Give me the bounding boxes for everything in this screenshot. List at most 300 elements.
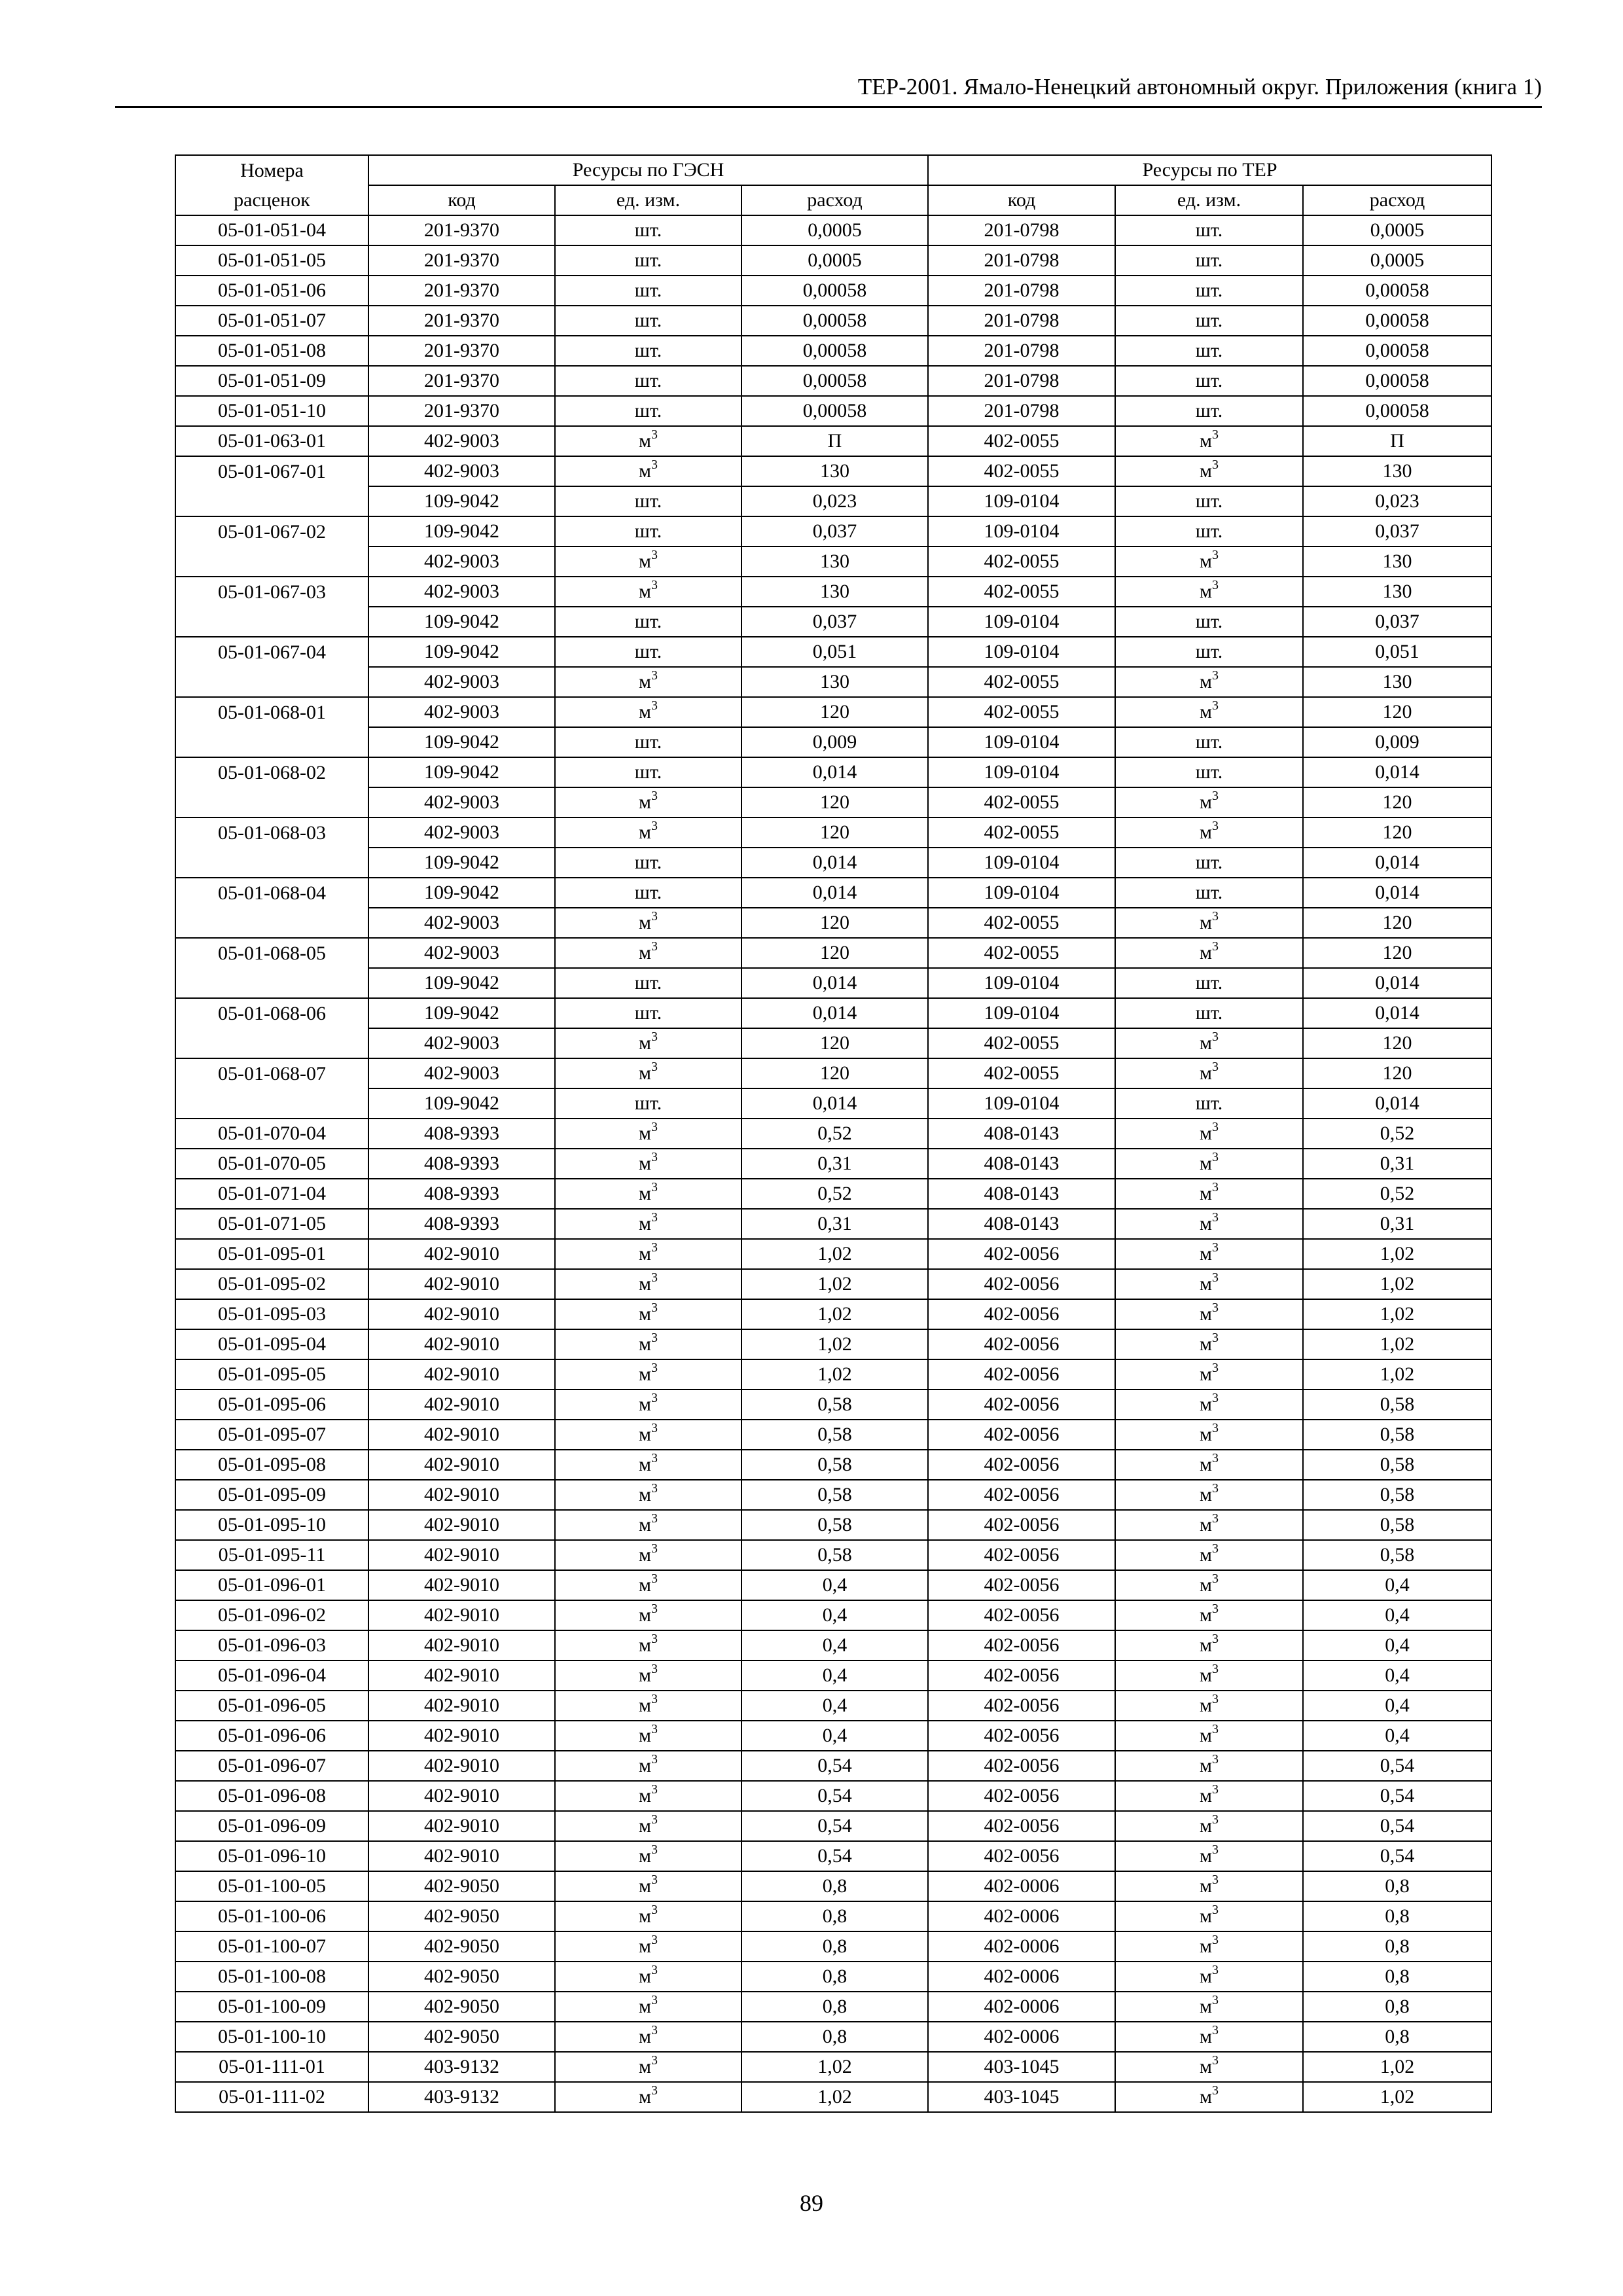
gesn-consumption: 0,8 (741, 1962, 928, 1992)
table-row (175, 1480, 1491, 1510)
header-numbers-2: расценок (175, 185, 368, 215)
ter-code: 109-0104 (928, 486, 1115, 516)
rate-number: 05-01-051-07 (175, 306, 368, 336)
ter-consumption: 0,4 (1303, 1691, 1491, 1721)
gesn-consumption: 0,8 (741, 1871, 928, 1901)
gesn-consumption: 0,54 (741, 1811, 928, 1841)
rate-number: 05-01-096-01 (175, 1570, 368, 1600)
ter-unit: шт. (1115, 245, 1303, 276)
ter-code: 402-0056 (928, 1630, 1115, 1660)
gesn-code: 109-9042 (368, 848, 555, 878)
ter-consumption: 120 (1303, 1058, 1491, 1088)
gesn-code: 402-9003 (368, 908, 555, 938)
ter-consumption: 0,00058 (1303, 366, 1491, 396)
gesn-unit: $м^3$ (555, 1901, 741, 1931)
ter-unit: $м^3$ (1115, 1209, 1303, 1239)
gesn-unit: $м^3$ (555, 697, 741, 727)
gesn-consumption: 120 (741, 1028, 928, 1058)
rate-number: 05-01-095-01 (175, 1239, 368, 1269)
gesn-consumption: 0,051 (741, 637, 928, 667)
gesn-consumption: 1,02 (741, 1299, 928, 1329)
table-row (175, 998, 1491, 1028)
table-row (175, 276, 1491, 306)
ter-unit: $м^3$ (1115, 1359, 1303, 1390)
ter-unit: $м^3$ (1115, 1480, 1303, 1510)
gesn-consumption: 0,037 (741, 516, 928, 547)
rate-number: 05-01-067-01 (175, 456, 368, 486)
ter-code: 402-0056 (928, 1540, 1115, 1570)
gesn-unit: $м^3$ (555, 1480, 741, 1510)
table-row (175, 1781, 1491, 1811)
gesn-consumption: 0,4 (741, 1570, 928, 1600)
ter-code: 109-0104 (928, 637, 1115, 667)
gesn-code: 402-9010 (368, 1239, 555, 1269)
ter-consumption: 0,4 (1303, 1630, 1491, 1660)
gesn-unit: шт. (555, 396, 741, 426)
gesn-code: 402-9010 (368, 1691, 555, 1721)
ter-code: 402-0006 (928, 1962, 1115, 1992)
ter-consumption: 0,014 (1303, 968, 1491, 998)
gesn-code: 402-9010 (368, 1660, 555, 1691)
table-header-row-1 (175, 155, 1491, 185)
table-row (175, 336, 1491, 366)
ter-unit: $м^3$ (1115, 938, 1303, 968)
ter-consumption: 1,02 (1303, 1269, 1491, 1299)
gesn-code: 408-9393 (368, 1209, 555, 1239)
gesn-code: 402-9010 (368, 1420, 555, 1450)
gesn-unit: шт. (555, 336, 741, 366)
gesn-unit: $м^3$ (555, 908, 741, 938)
ter-code: 402-0056 (928, 1841, 1115, 1871)
gesn-unit: $м^3$ (555, 1269, 741, 1299)
rate-number (175, 968, 368, 998)
ter-consumption: 0,8 (1303, 1931, 1491, 1962)
ter-code: 408-0143 (928, 1179, 1115, 1209)
gesn-consumption: 120 (741, 908, 928, 938)
ter-code: 402-0056 (928, 1269, 1115, 1299)
gesn-code: 402-9010 (368, 1630, 555, 1660)
table-row (175, 1088, 1491, 1119)
gesn-unit: $м^3$ (555, 1691, 741, 1721)
gesn-unit: $м^3$ (555, 1721, 741, 1751)
gesn-code: 109-9042 (368, 1088, 555, 1119)
table-row (175, 1119, 1491, 1149)
rate-number (175, 667, 368, 697)
table-row (175, 1901, 1491, 1931)
table-row (175, 306, 1491, 336)
rate-number (175, 727, 368, 757)
ter-code: 402-0056 (928, 1420, 1115, 1450)
ter-consumption: 0,037 (1303, 516, 1491, 547)
ter-consumption: 0,014 (1303, 878, 1491, 908)
ter-unit: $м^3$ (1115, 1781, 1303, 1811)
gesn-consumption: 1,02 (741, 1239, 928, 1269)
table-row (175, 697, 1491, 727)
ter-code: 408-0143 (928, 1119, 1115, 1149)
rate-number: 05-01-051-06 (175, 276, 368, 306)
table-row (175, 667, 1491, 697)
table-row (175, 426, 1491, 456)
ter-code: 402-0056 (928, 1450, 1115, 1480)
rate-number: 05-01-068-04 (175, 878, 368, 908)
gesn-consumption: 120 (741, 1058, 928, 1088)
gesn-consumption: 0,014 (741, 878, 928, 908)
rate-number: 05-01-100-10 (175, 2022, 368, 2052)
ter-consumption: 0,0005 (1303, 215, 1491, 245)
gesn-unit: $м^3$ (555, 1811, 741, 1841)
ter-code: 402-0056 (928, 1600, 1115, 1630)
gesn-unit: $м^3$ (555, 1420, 741, 1450)
gesn-code: 408-9393 (368, 1149, 555, 1179)
gesn-code: 402-9003 (368, 667, 555, 697)
ter-code: 402-0056 (928, 1390, 1115, 1420)
ter-consumption: 0,58 (1303, 1480, 1491, 1510)
table-row (175, 607, 1491, 637)
rate-number: 05-01-095-03 (175, 1299, 368, 1329)
gesn-consumption: 0,58 (741, 1420, 928, 1450)
rate-number: 05-01-068-02 (175, 757, 368, 787)
gesn-unit: $м^3$ (555, 1781, 741, 1811)
gesn-code: 402-9003 (368, 787, 555, 817)
ter-consumption: 1,02 (1303, 1359, 1491, 1390)
ter-consumption: 120 (1303, 697, 1491, 727)
rate-number: 05-01-100-07 (175, 1931, 368, 1962)
gesn-unit: шт. (555, 215, 741, 245)
ter-consumption: 0,4 (1303, 1721, 1491, 1751)
ter-consumption: 0,8 (1303, 2022, 1491, 2052)
gesn-code: 201-9370 (368, 245, 555, 276)
gesn-consumption: 0,8 (741, 1992, 928, 2022)
gesn-unit: $м^3$ (555, 1660, 741, 1691)
header-gesn-consumption: расход (741, 185, 928, 215)
ter-consumption: 0,014 (1303, 1088, 1491, 1119)
gesn-unit: $м^3$ (555, 817, 741, 848)
gesn-code: 109-9042 (368, 757, 555, 787)
table-row (175, 1239, 1491, 1269)
gesn-consumption: 0,8 (741, 1931, 928, 1962)
table-row (175, 1660, 1491, 1691)
ter-unit: шт. (1115, 276, 1303, 306)
ter-consumption: 1,02 (1303, 1239, 1491, 1269)
gesn-unit: шт. (555, 245, 741, 276)
table-row (175, 245, 1491, 276)
table-row (175, 1390, 1491, 1420)
ter-code: 402-0055 (928, 697, 1115, 727)
gesn-unit: $м^3$ (555, 667, 741, 697)
table-row (175, 968, 1491, 998)
table-row (175, 1600, 1491, 1630)
gesn-code: 109-9042 (368, 878, 555, 908)
gesn-code: 402-9010 (368, 1480, 555, 1510)
ter-unit: шт. (1115, 486, 1303, 516)
ter-code: 402-0056 (928, 1299, 1115, 1329)
ter-code: 402-0056 (928, 1781, 1115, 1811)
ter-unit: $м^3$ (1115, 2022, 1303, 2052)
ter-unit: $м^3$ (1115, 426, 1303, 456)
ter-code: 109-0104 (928, 848, 1115, 878)
rate-number (175, 607, 368, 637)
gesn-code: 402-9010 (368, 1721, 555, 1751)
gesn-unit: $м^3$ (555, 1600, 741, 1630)
page-number: 89 (800, 2190, 823, 2216)
ter-unit: $м^3$ (1115, 1901, 1303, 1931)
ter-consumption: 0,00058 (1303, 306, 1491, 336)
ter-code: 109-0104 (928, 727, 1115, 757)
ter-consumption: 0,014 (1303, 998, 1491, 1028)
table-row (175, 637, 1491, 667)
gesn-consumption: 0,31 (741, 1209, 928, 1239)
gesn-unit: $м^3$ (555, 1299, 741, 1329)
gesn-unit: шт. (555, 998, 741, 1028)
gesn-consumption: 0,52 (741, 1179, 928, 1209)
gesn-consumption: 0,014 (741, 1088, 928, 1119)
rate-number: 05-01-095-07 (175, 1420, 368, 1450)
gesn-consumption: 0,023 (741, 486, 928, 516)
ter-code: 402-0006 (928, 1871, 1115, 1901)
ter-code: 402-0006 (928, 2022, 1115, 2052)
ter-consumption: 0,31 (1303, 1149, 1491, 1179)
gesn-code: 201-9370 (368, 215, 555, 245)
rate-number: 05-01-051-08 (175, 336, 368, 366)
rate-number: 05-01-068-01 (175, 697, 368, 727)
gesn-code: 402-9010 (368, 1359, 555, 1390)
table-row (175, 1751, 1491, 1781)
ter-code: 403-1045 (928, 2052, 1115, 2082)
rate-number: 05-01-068-05 (175, 938, 368, 968)
table-row (175, 2082, 1491, 2112)
header-ter-consumption: расход (1303, 185, 1491, 215)
ter-code: 201-0798 (928, 276, 1115, 306)
gesn-code: 109-9042 (368, 637, 555, 667)
ter-code: 402-0055 (928, 938, 1115, 968)
gesn-code: 109-9042 (368, 486, 555, 516)
table-row (175, 1299, 1491, 1329)
ter-code: 109-0104 (928, 878, 1115, 908)
ter-consumption: 0,00058 (1303, 336, 1491, 366)
gesn-code: 402-9050 (368, 1992, 555, 2022)
table-row (175, 1630, 1491, 1660)
gesn-unit: $м^3$ (555, 1028, 741, 1058)
ter-unit: шт. (1115, 968, 1303, 998)
ter-consumption: 0,014 (1303, 848, 1491, 878)
table-row (175, 848, 1491, 878)
ter-unit: шт. (1115, 516, 1303, 547)
gesn-code: 402-9010 (368, 1751, 555, 1781)
rate-number: 05-01-068-03 (175, 817, 368, 848)
ter-code: 201-0798 (928, 306, 1115, 336)
ter-unit: $м^3$ (1115, 1179, 1303, 1209)
page-header (115, 71, 1542, 108)
rate-number: 05-01-070-04 (175, 1119, 368, 1149)
ter-consumption: 120 (1303, 787, 1491, 817)
rate-number: 05-01-096-06 (175, 1721, 368, 1751)
gesn-unit: шт. (555, 727, 741, 757)
ter-unit: $м^3$ (1115, 1390, 1303, 1420)
gesn-unit: шт. (555, 1088, 741, 1119)
ter-unit: шт. (1115, 848, 1303, 878)
ter-code: 402-0056 (928, 1480, 1115, 1510)
ter-code: 408-0143 (928, 1209, 1115, 1239)
ter-code: 402-0055 (928, 456, 1115, 486)
rate-number (175, 1028, 368, 1058)
ter-code: 402-0055 (928, 1058, 1115, 1088)
gesn-code: 109-9042 (368, 968, 555, 998)
gesn-consumption: 0,31 (741, 1149, 928, 1179)
ter-unit: $м^3$ (1115, 1028, 1303, 1058)
gesn-code: 201-9370 (368, 396, 555, 426)
gesn-code: 402-9003 (368, 577, 555, 607)
gesn-unit: $м^3$ (555, 577, 741, 607)
gesn-unit: $м^3$ (555, 1450, 741, 1480)
table-row (175, 757, 1491, 787)
gesn-code: 201-9370 (368, 366, 555, 396)
rate-number: 05-01-051-05 (175, 245, 368, 276)
ter-unit: шт. (1115, 757, 1303, 787)
gesn-code: 402-9050 (368, 1931, 555, 1962)
gesn-consumption: 0,009 (741, 727, 928, 757)
gesn-unit: $м^3$ (555, 1630, 741, 1660)
gesn-code: 402-9003 (368, 547, 555, 577)
gesn-unit: $м^3$ (555, 1751, 741, 1781)
ter-code: 402-0006 (928, 1992, 1115, 2022)
ter-unit: $м^3$ (1115, 1600, 1303, 1630)
gesn-code: 402-9003 (368, 817, 555, 848)
ter-consumption: 0,8 (1303, 1992, 1491, 2022)
rate-number: 05-01-067-03 (175, 577, 368, 607)
gesn-code: 402-9010 (368, 1329, 555, 1359)
ter-consumption: 0,31 (1303, 1209, 1491, 1239)
gesn-consumption: 1,02 (741, 2052, 928, 2082)
ter-unit: $м^3$ (1115, 1119, 1303, 1149)
rate-number (175, 848, 368, 878)
rate-number (175, 787, 368, 817)
table-row (175, 1420, 1491, 1450)
gesn-consumption: 0,0005 (741, 215, 928, 245)
ter-unit: $м^3$ (1115, 1811, 1303, 1841)
table-row (175, 1329, 1491, 1359)
ter-code: 402-0055 (928, 908, 1115, 938)
ter-unit: $м^3$ (1115, 697, 1303, 727)
ter-unit: шт. (1115, 396, 1303, 426)
header-gesn: Ресурсы по ГЭСН (368, 155, 928, 185)
gesn-code: 402-9003 (368, 697, 555, 727)
ter-unit: $м^3$ (1115, 1058, 1303, 1088)
ter-consumption: 0,54 (1303, 1811, 1491, 1841)
ter-consumption: 0,00058 (1303, 396, 1491, 426)
ter-code: 402-0056 (928, 1751, 1115, 1781)
gesn-code: 201-9370 (368, 336, 555, 366)
ter-unit: шт. (1115, 366, 1303, 396)
ter-consumption: 1,02 (1303, 2052, 1491, 2082)
table-row (175, 878, 1491, 908)
ter-unit: шт. (1115, 215, 1303, 245)
gesn-consumption: 0,0005 (741, 245, 928, 276)
ter-consumption: 0,051 (1303, 637, 1491, 667)
ter-unit: $м^3$ (1115, 1841, 1303, 1871)
table-row (175, 1269, 1491, 1299)
ter-unit: $м^3$ (1115, 787, 1303, 817)
gesn-unit: $м^3$ (555, 2022, 741, 2052)
ter-code: 201-0798 (928, 215, 1115, 245)
table-row (175, 366, 1491, 396)
rate-number: 05-01-111-02 (175, 2082, 368, 2112)
ter-code: 402-0006 (928, 1931, 1115, 1962)
gesn-consumption: 0,58 (741, 1390, 928, 1420)
ter-unit: $м^3$ (1115, 1420, 1303, 1450)
table-row (175, 1691, 1491, 1721)
gesn-consumption: 0,4 (741, 1600, 928, 1630)
table-row (175, 1992, 1491, 2022)
rate-number: 05-01-071-04 (175, 1179, 368, 1209)
gesn-unit: $м^3$ (555, 787, 741, 817)
gesn-consumption: 120 (741, 697, 928, 727)
table-row (175, 727, 1491, 757)
rate-number: 05-01-068-06 (175, 998, 368, 1028)
gesn-unit: $м^3$ (555, 1390, 741, 1420)
rate-number: 05-01-067-02 (175, 516, 368, 547)
ter-unit: $м^3$ (1115, 1570, 1303, 1600)
gesn-code: 109-9042 (368, 727, 555, 757)
gesn-consumption: 0,014 (741, 998, 928, 1028)
gesn-unit: $м^3$ (555, 1329, 741, 1359)
gesn-code: 403-9132 (368, 2082, 555, 2112)
ter-code: 402-0056 (928, 1359, 1115, 1390)
gesn-unit: $м^3$ (555, 2082, 741, 2112)
table-row (175, 1570, 1491, 1600)
gesn-code: 402-9003 (368, 1058, 555, 1088)
gesn-code: 402-9010 (368, 1390, 555, 1420)
ter-code: 402-0056 (928, 1691, 1115, 1721)
resources-table (175, 154, 1492, 2113)
ter-consumption: 130 (1303, 667, 1491, 697)
ter-code: 402-0055 (928, 577, 1115, 607)
table-row (175, 1510, 1491, 1540)
ter-consumption: 0,8 (1303, 1901, 1491, 1931)
ter-code: 408-0143 (928, 1149, 1115, 1179)
gesn-consumption: 0,54 (741, 1751, 928, 1781)
header-ter-code: код (928, 185, 1115, 215)
gesn-consumption: 1,02 (741, 2082, 928, 2112)
table-row (175, 396, 1491, 426)
gesn-consumption: 0,014 (741, 757, 928, 787)
gesn-consumption: 0,00058 (741, 276, 928, 306)
ter-consumption: 0,4 (1303, 1660, 1491, 1691)
ter-consumption: 120 (1303, 938, 1491, 968)
ter-code: 402-0006 (928, 1901, 1115, 1931)
gesn-unit: шт. (555, 306, 741, 336)
table-row (175, 1179, 1491, 1209)
rate-number (175, 908, 368, 938)
ter-consumption: 0,009 (1303, 727, 1491, 757)
gesn-consumption: 120 (741, 938, 928, 968)
gesn-consumption: 0,00058 (741, 336, 928, 366)
table-row (175, 1721, 1491, 1751)
ter-consumption: 1,02 (1303, 1329, 1491, 1359)
gesn-code: 402-9050 (368, 1871, 555, 1901)
ter-unit: $м^3$ (1115, 1149, 1303, 1179)
gesn-consumption: 0,8 (741, 1901, 928, 1931)
gesn-unit: шт. (555, 607, 741, 637)
ter-unit: $м^3$ (1115, 577, 1303, 607)
rate-number: 05-01-051-09 (175, 366, 368, 396)
table-row (175, 1058, 1491, 1088)
ter-consumption: 130 (1303, 456, 1491, 486)
ter-consumption: 0,58 (1303, 1540, 1491, 1570)
gesn-consumption: 120 (741, 817, 928, 848)
gesn-consumption: 0,4 (741, 1630, 928, 1660)
ter-unit: $м^3$ (1115, 547, 1303, 577)
ter-unit: шт. (1115, 336, 1303, 366)
